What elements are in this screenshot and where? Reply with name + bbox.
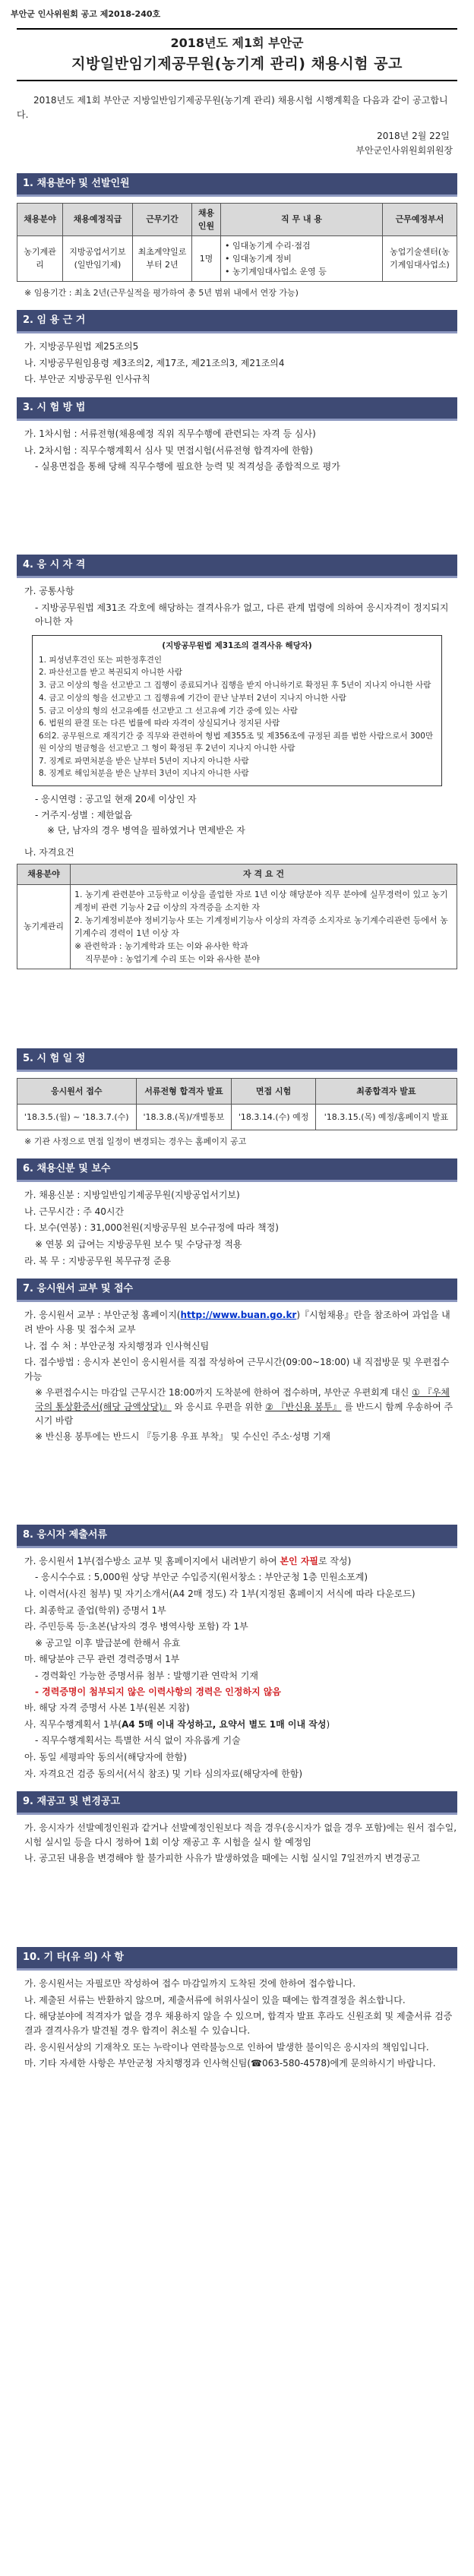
document-item: - 경력확인 가능한 증명서류 첨부 : 발행기관 연락처 기재 (35, 1670, 258, 1681)
table-row (17, 1104, 457, 1130)
section-header-basis: 2. 임 용 근 거 (17, 310, 457, 333)
document-item: 다. 최종학교 졸업(학위) 증명서 1부 (24, 1604, 166, 1616)
table-cell: '18.3.8.(목)/개별통보 (136, 1104, 232, 1130)
term-note: ※ 임용기간 : 최초 2년(근무실적을 평가하여 총 5년 범위 내에서 연장 가능) (24, 288, 299, 299)
requirement-line: 2. 농기계정비분야 정비기능사 또는 기계정비기능사 이상의 자격증 소지자로 농기계수리관련 등에서 농기계수리 경력이 1년 이상 자 (74, 915, 448, 938)
table-header-cell: 채용분야 (17, 203, 63, 235)
application-item: 나. 접 수 처 : 부안군청 자치행정과 인사혁신팀 (24, 1340, 210, 1351)
section-header-etc: 10. 기 타(유 의) 사 항 (17, 1947, 457, 1971)
qual-common-title: 가. 공통사항 (24, 586, 74, 597)
document-text: 로 작성) (318, 1555, 352, 1566)
section-header-renotice: 9. 재공고 및 변경공고 (17, 1791, 457, 1815)
basis-item: 가. 지방공무원법 제25조의5 (24, 341, 139, 352)
table-cell: 농기계관리 (17, 235, 63, 281)
table-cell: '18.3.14.(수) 예정 (232, 1104, 315, 1130)
table-header-cell: 채용예정직급 (63, 203, 133, 235)
application-item: 다. 접수방법 : 응시자 본인이 응시원서를 직접 작성하여 근무시간(09:00~18:00) 내 직접방문 및 우편접수 가능 (24, 1357, 450, 1382)
document-item: 나. 이력서(사진 첨부) 및 자기소개서(A4 2매 정도) 각 1부(지정된 홈페이지 서식에 따라 다운로드) (24, 1588, 416, 1599)
document-item: 바. 해당 자격 증명서 사본 1부(원본 지참) (24, 1702, 190, 1714)
table-header-cell: 최종합격자 발표 (315, 1078, 457, 1104)
section-header-schedule: 5. 시 험 일 정 (17, 1048, 457, 1072)
requirements-table (17, 864, 457, 969)
disqualification-item: 1. 피성년후견인 또는 피한정후견인 (39, 655, 163, 665)
document-item (24, 1718, 457, 1732)
table-row (17, 235, 457, 281)
disqualification-title: (지방공무원법 제31조의 결격사유 해당자) (162, 640, 312, 650)
application-text: ② 『반신용 봉투』 (265, 1401, 342, 1412)
disqualification-item: 2. 파산선고를 받고 복권되지 아니한 사람 (39, 668, 182, 678)
table-header-cell: 근무예정부서 (383, 203, 457, 235)
table-cell: 1명 (192, 235, 221, 281)
application-text: 가. 응시원서 교부 : 부안군청 홈페이지( (24, 1310, 181, 1321)
table-cell: '18.3.5.(월) ~ '18.3.7.(수) (17, 1104, 137, 1130)
disqualification-item: 6의2. 공무원으로 재직기간 중 직무와 관련하여 형법 제355조 및 제356조에 규정된 죄를 범한 사람으로서 300만원 이상의 벌금형을 선고받고 그 형이 확정된 후 2년이 지나지 아니한 사람 (39, 732, 434, 753)
method-item: 가. 1차시험 : 서류전형(채용예정 직위 직무수행에 관련되는 자격 등 심사) (24, 428, 316, 440)
document-text: ) (326, 1718, 330, 1730)
etc-item: 마. 기타 자세한 사항은 부안군청 자치행정과 인사혁신팀(☎063-580-4578)에게 문의하시기 바랍니다. (24, 2058, 436, 2069)
etc-item: 다. 해당분야에 적격자가 없을 경우 채용하지 않을 수 있으며, 합격자 발표 후라도 신원조회 및 제출서류 검증 결과 결격사유가 발견될 경우 합격이 취소될 수 있습니다. (24, 2011, 453, 2036)
status-item: 가. 채용신분 : 지방일반임기제공무원(지방공업서기보) (24, 1190, 240, 1201)
qual-common-text: - 지방공무원법 제31조 각호에 해당하는 결격사유가 없고, 다른 관계 법령에 의하여 응시자격이 정지되지 아니한 자 (35, 602, 449, 627)
qual-age: - 응시연령 : 공고일 현재 20세 이상인 자 (35, 794, 197, 805)
disqualification-box (32, 635, 442, 786)
table-cell (71, 884, 457, 969)
disqualification-item: 4. 금고 이상의 형을 선고받고 그 집행유예 기간이 끝난 날부터 2년이 지나지 아니한 사람 (39, 693, 346, 703)
disqualification-item: 7. 징계로 파면처분을 받은 날부터 5년이 지나지 아니한 사람 (39, 756, 249, 766)
application-mail-note (35, 1386, 457, 1428)
etc-item: 나. 제출된 서류는 반환하지 않으며, 제출서류에 허위사실이 있을 때에는 합격결정을 취소합니다. (24, 1994, 406, 2005)
table-header-row (17, 203, 457, 235)
qual-military: ※ 단, 남자의 경우 병역을 필하였거나 면제받은 자 (47, 825, 245, 836)
buan-homepage-link[interactable]: http://www.buan.go.kr (180, 1310, 297, 1321)
etc-item: 라. 응시원서상의 기재착오 또는 누락이나 연락불능으로 인하여 발생한 불이익은 응시자의 책임입니다. (24, 2041, 429, 2053)
table-cell: '18.3.15.(목) 예정/홈페이지 발표 (315, 1104, 457, 1130)
section-header-documents: 8. 응시자 제출서류 (17, 1525, 457, 1548)
qual-req-title: 나. 자격요건 (24, 846, 74, 858)
document-emphasis: A4 5매 이내 작성하고, 요약서 별도 1매 이내 작성 (122, 1718, 327, 1730)
application-text: ① 『우체국의 통상환증서(해당 금액상당)』 (35, 1387, 450, 1412)
application-text: )『시험채용』란을 참조하여 과업을 내려 받아 사용 및 접수처 교부 (24, 1310, 450, 1335)
requirement-line: ※ 관련학과 : 농기계학과 또는 이와 유사한 학과 (74, 940, 248, 951)
table-cell: 농기계관리 (17, 884, 71, 969)
recruitment-table (17, 203, 457, 282)
application-text: 와 응시료 우편을 위한 (174, 1401, 263, 1412)
table-header-cell: 채용인원 (192, 203, 221, 235)
qual-residence: - 거주지·성별 : 제한없음 (35, 809, 132, 820)
requirement-line: 직무분야 : 농업기계 수리 또는 이와 유사한 분야 (85, 953, 261, 964)
schedule-note: ※ 기관 사정으로 면접 일정이 변경되는 경우는 홈페이지 공고 (24, 1136, 247, 1147)
table-header-cell: 직 무 내 용 (221, 203, 383, 235)
basis-item: 다. 부안군 지방공무원 인사규칙 (24, 374, 150, 385)
application-text: 를 반드시 함께 우송하여 주시기 바람 (35, 1401, 453, 1427)
table-row (17, 884, 457, 969)
application-text: ※ 우편접수시는 마감일 근무시간 18:00까지 도착분에 한하여 접수하며, 부안군 우편회계 대신 (35, 1387, 409, 1399)
document-item (24, 1554, 457, 1569)
document-item: - 직무수행계획서는 특별한 서식 없이 자유롭게 기술 (35, 1735, 241, 1746)
issuer: 부안군인사위원회위원장 (356, 145, 453, 156)
title-line-2: 지방일반임기제공무원(농기계 관리) 채용시험 공고 (71, 55, 403, 72)
document-item: ※ 공고일 이후 발급분에 한해서 유효 (35, 1637, 181, 1648)
notice-number: 부안군 인사위원회 공고 제2018-240호 (11, 9, 161, 19)
requirement-line: 1. 농기계 관련분야 고등학교 이상을 졸업한 자로 1년 이상 해당분야 직무 분야에 실무경력이 있고 농기계정비 관련 기능사 2급 이상의 자격증을 소지한 자 (74, 889, 448, 912)
renotice-item: 가. 응시자가 선발예정인원과 같거나 선발예정인원보다 적을 경우(응시자가 없을 경우 포함)에는 원서 접수일, 시험 실시일 등을 다시 정하여 1회 이상 재공고 후 시험을 실시 할 예정임 (24, 1822, 457, 1847)
document-item: 라. 주민등록 등·초본(남자의 경우 병역사항 포함) 각 1부 (24, 1621, 248, 1633)
table-cell: • 임대농기계 수리·점검 • 임대농기계 정비 • 농기계임대사업소 운영 등 (221, 235, 383, 281)
document-career-warning: - 경력증명이 첨부되지 않은 이력사항의 경력은 인정하지 않음 (35, 1686, 282, 1697)
document-item: 자. 자격요건 검증 동의서(서식 참조) 및 기타 심의자료(해당자에 한함) (24, 1768, 303, 1779)
table-header-cell: 자 격 요 건 (71, 864, 457, 884)
section-header-method: 3. 시 험 방 법 (17, 397, 457, 421)
application-envelope-note: ※ 반신용 봉투에는 반드시 『등기용 우표 부착』 및 수신인 주소·성명 기재 (35, 1431, 331, 1443)
title-box (17, 28, 457, 81)
table-header-cell: 서류전형 합격자 발표 (136, 1078, 232, 1104)
disqualification-item: 8. 징계로 해임처분을 받은 날부터 3년이 지나지 아니한 사람 (39, 769, 249, 779)
disqualification-item: 3. 금고 이상의 형을 선고받고 그 집행이 종료되거나 집행을 받지 아니하기로 확정된 후 5년이 지나지 아니한 사람 (39, 681, 431, 691)
status-item: 라. 복 무 : 지방공무원 복무규정 준용 (24, 1255, 172, 1266)
table-header-row (17, 1078, 457, 1104)
disqualification-item: 6. 법원의 판결 또는 다른 법률에 따라 자격이 상실되거나 정지된 사람 (39, 719, 280, 729)
document-item: - 응시수수료 : 5,000원 상당 부안군 수입증지(원서창소 : 부안군청 1층 민원소포계) (35, 1572, 368, 1583)
table-header-cell: 응시원서 접수 (17, 1078, 137, 1104)
table-header-cell: 채용분야 (17, 864, 71, 884)
intro-text: 2018년도 제1회 부안군 지방일반임기제공무원(농기계 관리) 채용시험 시행계획을 다음과 같이 공고합니다. (17, 95, 448, 120)
table-header-row (17, 864, 457, 884)
basis-item: 나. 지방공무원임용령 제3조의2, 제17조, 제21조의3, 제21조의4 (24, 357, 285, 368)
status-item: 나. 근무시간 : 주 40시간 (24, 1206, 125, 1217)
section-header-recruitment: 1. 채용분야 및 선발인원 (17, 173, 457, 197)
section-header-application: 7. 응시원서 교부 및 접수 (17, 1279, 457, 1302)
status-item: 다. 보수(연봉) : 31,000천원(지방공무원 보수규정에 따라 책정) (24, 1222, 279, 1234)
document-item: 마. 해당분야 근무 관련 경력증명서 1부 (24, 1654, 180, 1665)
etc-item: 가. 응시원서는 자필로만 작성하여 접수 마감일까지 도착된 것에 한하여 접수합니다. (24, 1978, 356, 1990)
table-header-cell: 근무기간 (133, 203, 192, 235)
method-item: - 실용면접을 통해 당해 직무수행에 필요한 능력 및 적격성을 종합적으로 평가 (35, 461, 340, 473)
renotice-item: 나. 공고된 내용을 변경해야 할 불가피한 사유가 발생하였을 때에는 시험 실시일 7일전까지 변경공고 (24, 1853, 420, 1864)
document-text: 가. 응시원서 1부(접수방소 교부 및 홈페이지에서 내려받기 하여 (24, 1555, 280, 1566)
table-header-cell: 면접 시험 (232, 1078, 315, 1104)
method-item: 나. 2차시험 : 직무수행계획서 심사 및 면접시험(서류전형 합격자에 한함) (24, 444, 313, 456)
document-emphasis: 본인 자필 (280, 1555, 318, 1566)
document-item: 아. 동일 세평파악 동의서(해당자에 한함) (24, 1751, 187, 1762)
document-text: 사. 직무수행계획서 1부( (24, 1718, 122, 1730)
schedule-table (17, 1078, 457, 1130)
table-cell: 지방공업서기보(일반임기제) (63, 235, 133, 281)
table-cell: 최초계약일로부터 2년 (133, 235, 192, 281)
application-item (24, 1308, 457, 1336)
table-cell: 농업기술센터(농기계임대사업소) (383, 235, 457, 281)
status-item: ※ 연봉 외 급여는 지방공무원 보수 및 수당규정 적용 (35, 1239, 242, 1250)
section-header-qualification: 4. 응 시 자 격 (17, 555, 457, 578)
disqualification-item: 5. 금고 이상의 형의 선고유예를 선고받고 그 선고유예 기간 중에 있는 사람 (39, 706, 298, 716)
section-header-status-pay: 6. 채용신분 및 보수 (17, 1158, 457, 1182)
title-line-1: 2018년도 제1회 부안군 (170, 36, 304, 51)
notice-date: 2018년 2월 22일 (377, 131, 450, 142)
